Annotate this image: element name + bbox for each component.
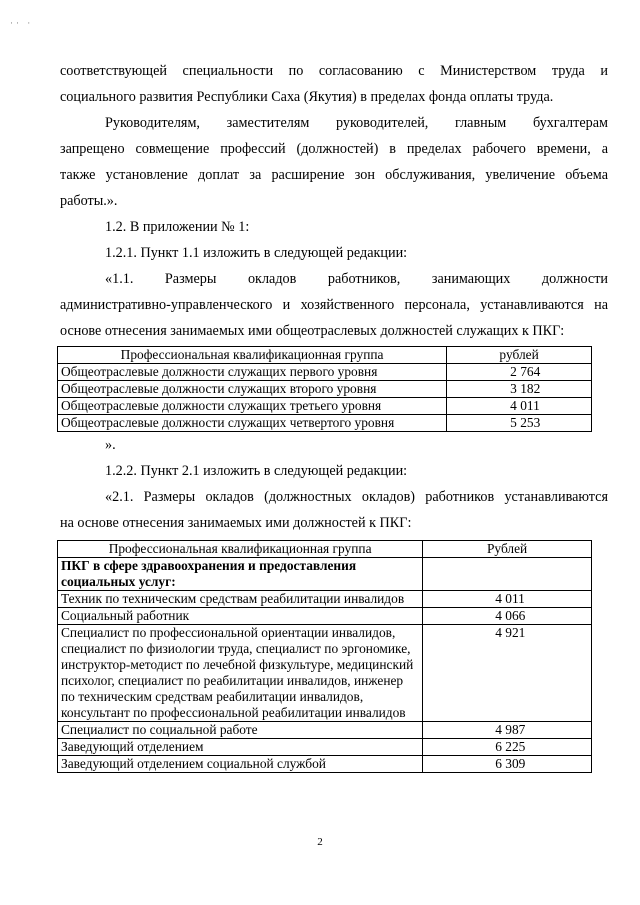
table-header-cell: Профессиональная квалификационная группа bbox=[58, 347, 447, 364]
table-header-cell: Профессиональная квалификационная группа bbox=[58, 541, 423, 558]
paragraph-line: на основе отнесения занимаемых ими должностей к ПКГ: bbox=[60, 515, 412, 531]
table-row bbox=[58, 739, 592, 756]
table-cell-value: 4 011 bbox=[423, 591, 592, 608]
paragraph-line: «2.1. Размеры окладов (должностных окладов) работников устанавливаются bbox=[105, 489, 608, 505]
table-cell-value: 6 225 bbox=[423, 739, 592, 756]
table-header-cell: рублей bbox=[447, 347, 592, 364]
table-cell-value: 5 253 bbox=[447, 415, 592, 432]
table-cell-value: 4 066 bbox=[423, 608, 592, 625]
table-group-cell: ПКГ в сфере здравоохранения и предоставления социальных услуг: bbox=[58, 558, 423, 591]
table-cell: Общеотраслевые должности служащих четвертого уровня bbox=[58, 415, 447, 432]
table-cell: Заведующий отделением bbox=[58, 739, 423, 756]
table-row bbox=[58, 364, 592, 381]
paragraph-line: Руководителям, заместителям руководителей, главным бухгалтерам bbox=[105, 115, 608, 131]
table-cell-empty bbox=[423, 558, 592, 591]
paragraph-line: административно-управленческого и хозяйственного персонала, устанавливаются на bbox=[60, 297, 608, 313]
paragraph-line: также установление доплат за расширение зон обслуживания, увеличение объема bbox=[60, 167, 608, 183]
paragraph-line: 1.2. В приложении № 1: bbox=[105, 219, 250, 235]
table-cell-value: 4 987 bbox=[423, 722, 592, 739]
paragraph-line: соответствующей специальности по согласованию с Министерством труда и bbox=[60, 63, 608, 79]
table-row bbox=[58, 381, 592, 398]
paragraph-line: ». bbox=[105, 437, 116, 453]
paragraph-line: «1.1. Размеры окладов работников, занимающих должности bbox=[105, 271, 608, 287]
table-cell-value: 2 764 bbox=[447, 364, 592, 381]
paragraph-line: 1.2.2. Пункт 2.1 изложить в следующей редакции: bbox=[105, 463, 408, 479]
salary-table-1 bbox=[57, 346, 592, 432]
paragraph-line: работы.». bbox=[60, 193, 118, 209]
paragraph-line: основе отнесения занимаемых ими общеотраслевых должностей служащих к ПКГ: bbox=[60, 323, 565, 339]
page-number: 2 bbox=[317, 836, 323, 848]
paragraph-line: социального развития Республики Саха (Якутия) в пределах фонда оплаты труда. bbox=[60, 89, 554, 105]
table-cell: Общеотраслевые должности служащих второго уровня bbox=[58, 381, 447, 398]
table-header-row bbox=[58, 347, 592, 364]
table-cell: Общеотраслевые должности служащих первого уровня bbox=[58, 364, 447, 381]
table-cell: Специалист по социальной работе bbox=[58, 722, 423, 739]
table-row bbox=[58, 756, 592, 773]
table-cell: Заведующий отделением социальной службой bbox=[58, 756, 423, 773]
table-header-cell: Рублей bbox=[423, 541, 592, 558]
table-cell: Техник по техническим средствам реабилитации инвалидов bbox=[58, 591, 423, 608]
table-row bbox=[58, 398, 592, 415]
corner-mark: ·· · bbox=[10, 18, 34, 28]
table-cell-value: 4 011 bbox=[447, 398, 592, 415]
table-row bbox=[58, 625, 592, 722]
table-row bbox=[58, 722, 592, 739]
table-row bbox=[58, 608, 592, 625]
table-group-row bbox=[58, 558, 592, 591]
table-cell-value: 3 182 bbox=[447, 381, 592, 398]
table-row bbox=[58, 415, 592, 432]
table-cell-value: 4 921 bbox=[423, 625, 592, 722]
salary-table-2 bbox=[57, 540, 592, 773]
table-header-row bbox=[58, 541, 592, 558]
paragraph-line: 1.2.1. Пункт 1.1 изложить в следующей редакции: bbox=[105, 245, 408, 261]
table-cell: Специалист по профессиональной ориентации инвалидов, специалист по физиологии труда, специалист по эргономике, инструктор-методист по лечебной физкультуре, медицинский психолог, специалист по реабилитации инвалидов, инженер по техническим средствам реабилитации инвалидов, консультант по профессиональной реабилитации инвалидов bbox=[58, 625, 423, 722]
paragraph-line: запрещено совмещение профессий (должностей) в пределах рабочего времени, а bbox=[60, 141, 608, 157]
table-cell: Общеотраслевые должности служащих третьего уровня bbox=[58, 398, 447, 415]
table-cell: Социальный работник bbox=[58, 608, 423, 625]
table-row bbox=[58, 591, 592, 608]
table-cell-value: 6 309 bbox=[423, 756, 592, 773]
